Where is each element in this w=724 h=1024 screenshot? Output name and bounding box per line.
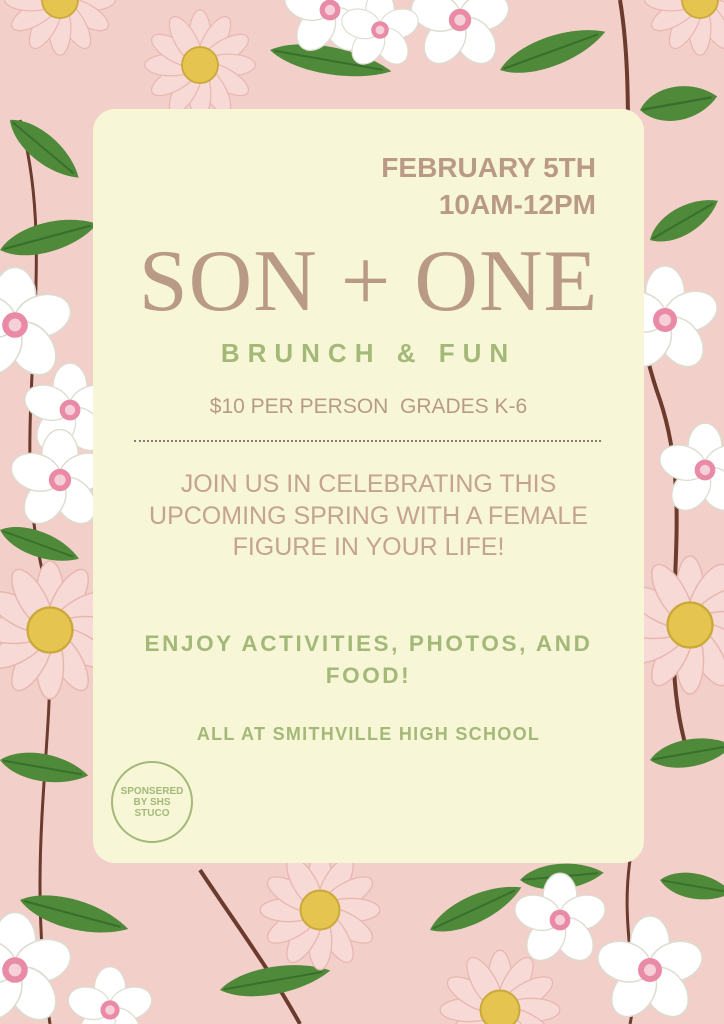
- event-time: 10AM-12PM: [438, 189, 596, 220]
- event-card: [93, 109, 644, 863]
- dotted-divider: [134, 440, 601, 442]
- event-subtitle: BRUNCH & FUN: [220, 338, 517, 368]
- event-date: FEBRUARY 5TH: [381, 152, 596, 183]
- event-date-time: [381, 149, 596, 223]
- event-description: JOIN US IN CELEBRATING THIS UPCOMING SPRING WITH A FEMALE FIGURE IN YOUR LIFE!: [149, 470, 588, 561]
- event-title: SON + ONE: [138, 233, 599, 330]
- event-location: ALL AT SMITHVILLE HIGH SCHOOL: [196, 724, 541, 744]
- sponsor-badge: [111, 761, 193, 843]
- sponsor-text: SPONSERED BY SHS STUCO: [120, 785, 184, 819]
- price-and-grades: $10 PER PERSON GRADES K-6: [209, 395, 528, 418]
- activities-text: ENJOY ACTIVITIES, PHOTOS, AND FOOD!: [144, 631, 593, 688]
